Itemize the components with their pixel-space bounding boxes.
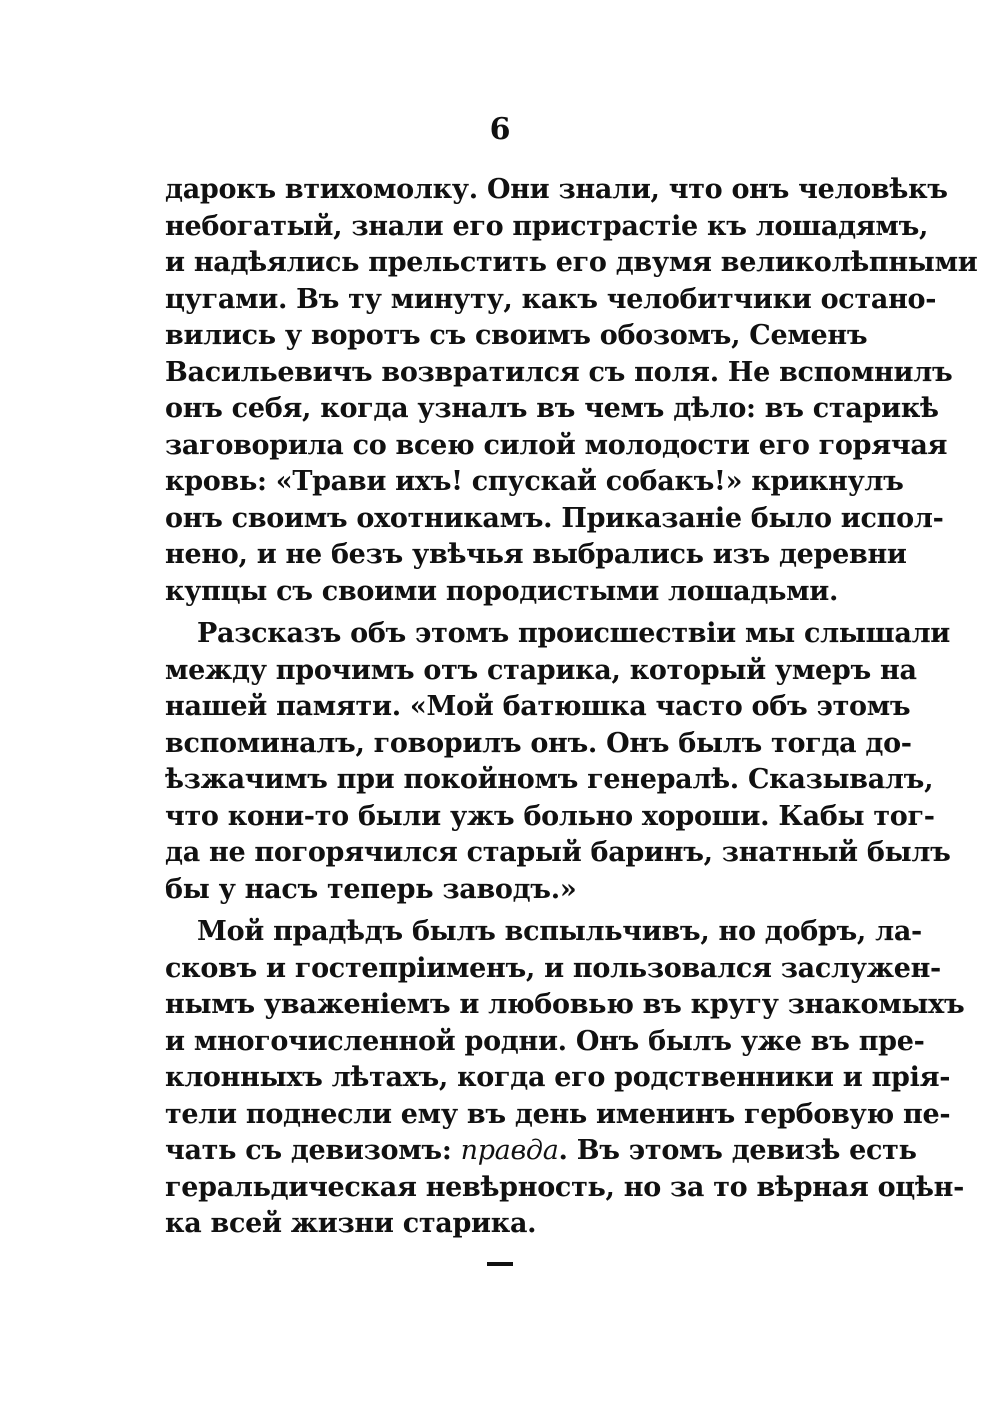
text-line: между прочимъ отъ старика, который умеръ на xyxy=(165,654,917,686)
page-number: 6 xyxy=(489,112,511,147)
text-line: клонныхъ лѣтахъ, когда его родственники и прія- xyxy=(165,1062,951,1093)
text-line: ка всей жизни старика. xyxy=(165,1208,537,1239)
text-line: и надѣялись прельстить его двумя великолѣпными xyxy=(165,247,978,278)
text-line: вились у воротъ съ своимъ обозомъ, Семенъ xyxy=(165,320,868,351)
text-line: Васильевичъ возвратился съ поля. Не вспомнилъ xyxy=(165,356,953,388)
text-segment: чать съ девизомъ: xyxy=(165,1135,461,1166)
text-line: Мой прадѣдъ былъ вспыльчивъ, но добръ, ла- xyxy=(197,916,922,947)
text-line: и многочисленной родни. Онъ былъ уже въ пре- xyxy=(165,1025,925,1057)
text-line: купцы съ своими породистыми лошадьми. xyxy=(165,575,839,607)
text-line: ѣзжачимъ при покойномъ генералѣ. Сказывалъ, xyxy=(165,764,934,795)
text-line: бы у насъ теперь заводъ.» xyxy=(165,873,577,905)
text-segment: . Въ этомъ девизѣ есть xyxy=(558,1135,917,1166)
body-text xyxy=(165,172,978,1243)
text-line: дарокъ втихомолку. Они знали, что онъ человѣкъ xyxy=(165,174,948,205)
end-dash xyxy=(487,1262,513,1266)
text-line: нено, и не безъ увѣчья выбрались изъ деревни xyxy=(165,539,907,570)
text-line: нымъ уваженіемъ и любовью въ кругу знакомыхъ xyxy=(165,989,965,1020)
text-line: сковъ и гостепріименъ, и пользовался заслужен- xyxy=(165,952,941,984)
text-line: заговорила со всею силой молодости его горячая xyxy=(165,429,948,461)
text-line-with-italic xyxy=(165,1133,917,1170)
text-line: нашей памяти. «Мой батюшка часто объ этомъ xyxy=(165,691,911,722)
text-line: небогатый, знали его пристрастіе къ лошадямъ, xyxy=(165,210,929,242)
italic-word: правда xyxy=(460,1135,559,1166)
text-line: кровь: «Трави ихъ! спускай собакъ!» крикнулъ xyxy=(165,466,904,497)
text-line: что кони-то были ужъ больно хороши. Кабы тог- xyxy=(165,800,935,832)
text-line: вспоминалъ, говорилъ онъ. Онъ былъ тогда до- xyxy=(165,727,912,759)
text-line: цугами. Въ ту минуту, какъ челобитчики остано- xyxy=(165,283,937,315)
text-line: Разсказъ объ этомъ происшествіи мы слышали xyxy=(197,618,951,649)
text-line: онъ своимъ охотникамъ. Приказаніе было испол- xyxy=(165,502,944,534)
text-line: да не погорячился старый баринъ, знатный былъ xyxy=(165,837,951,868)
text-line: тели поднесли ему въ день именинъ гербовую пе- xyxy=(165,1098,951,1130)
text-line: онъ себя, когда узналъ въ чемъ дѣло: въ старикѣ xyxy=(165,393,939,424)
text-line: геральдическая невѣрность, но за то вѣрная оцѣн- xyxy=(165,1171,965,1203)
